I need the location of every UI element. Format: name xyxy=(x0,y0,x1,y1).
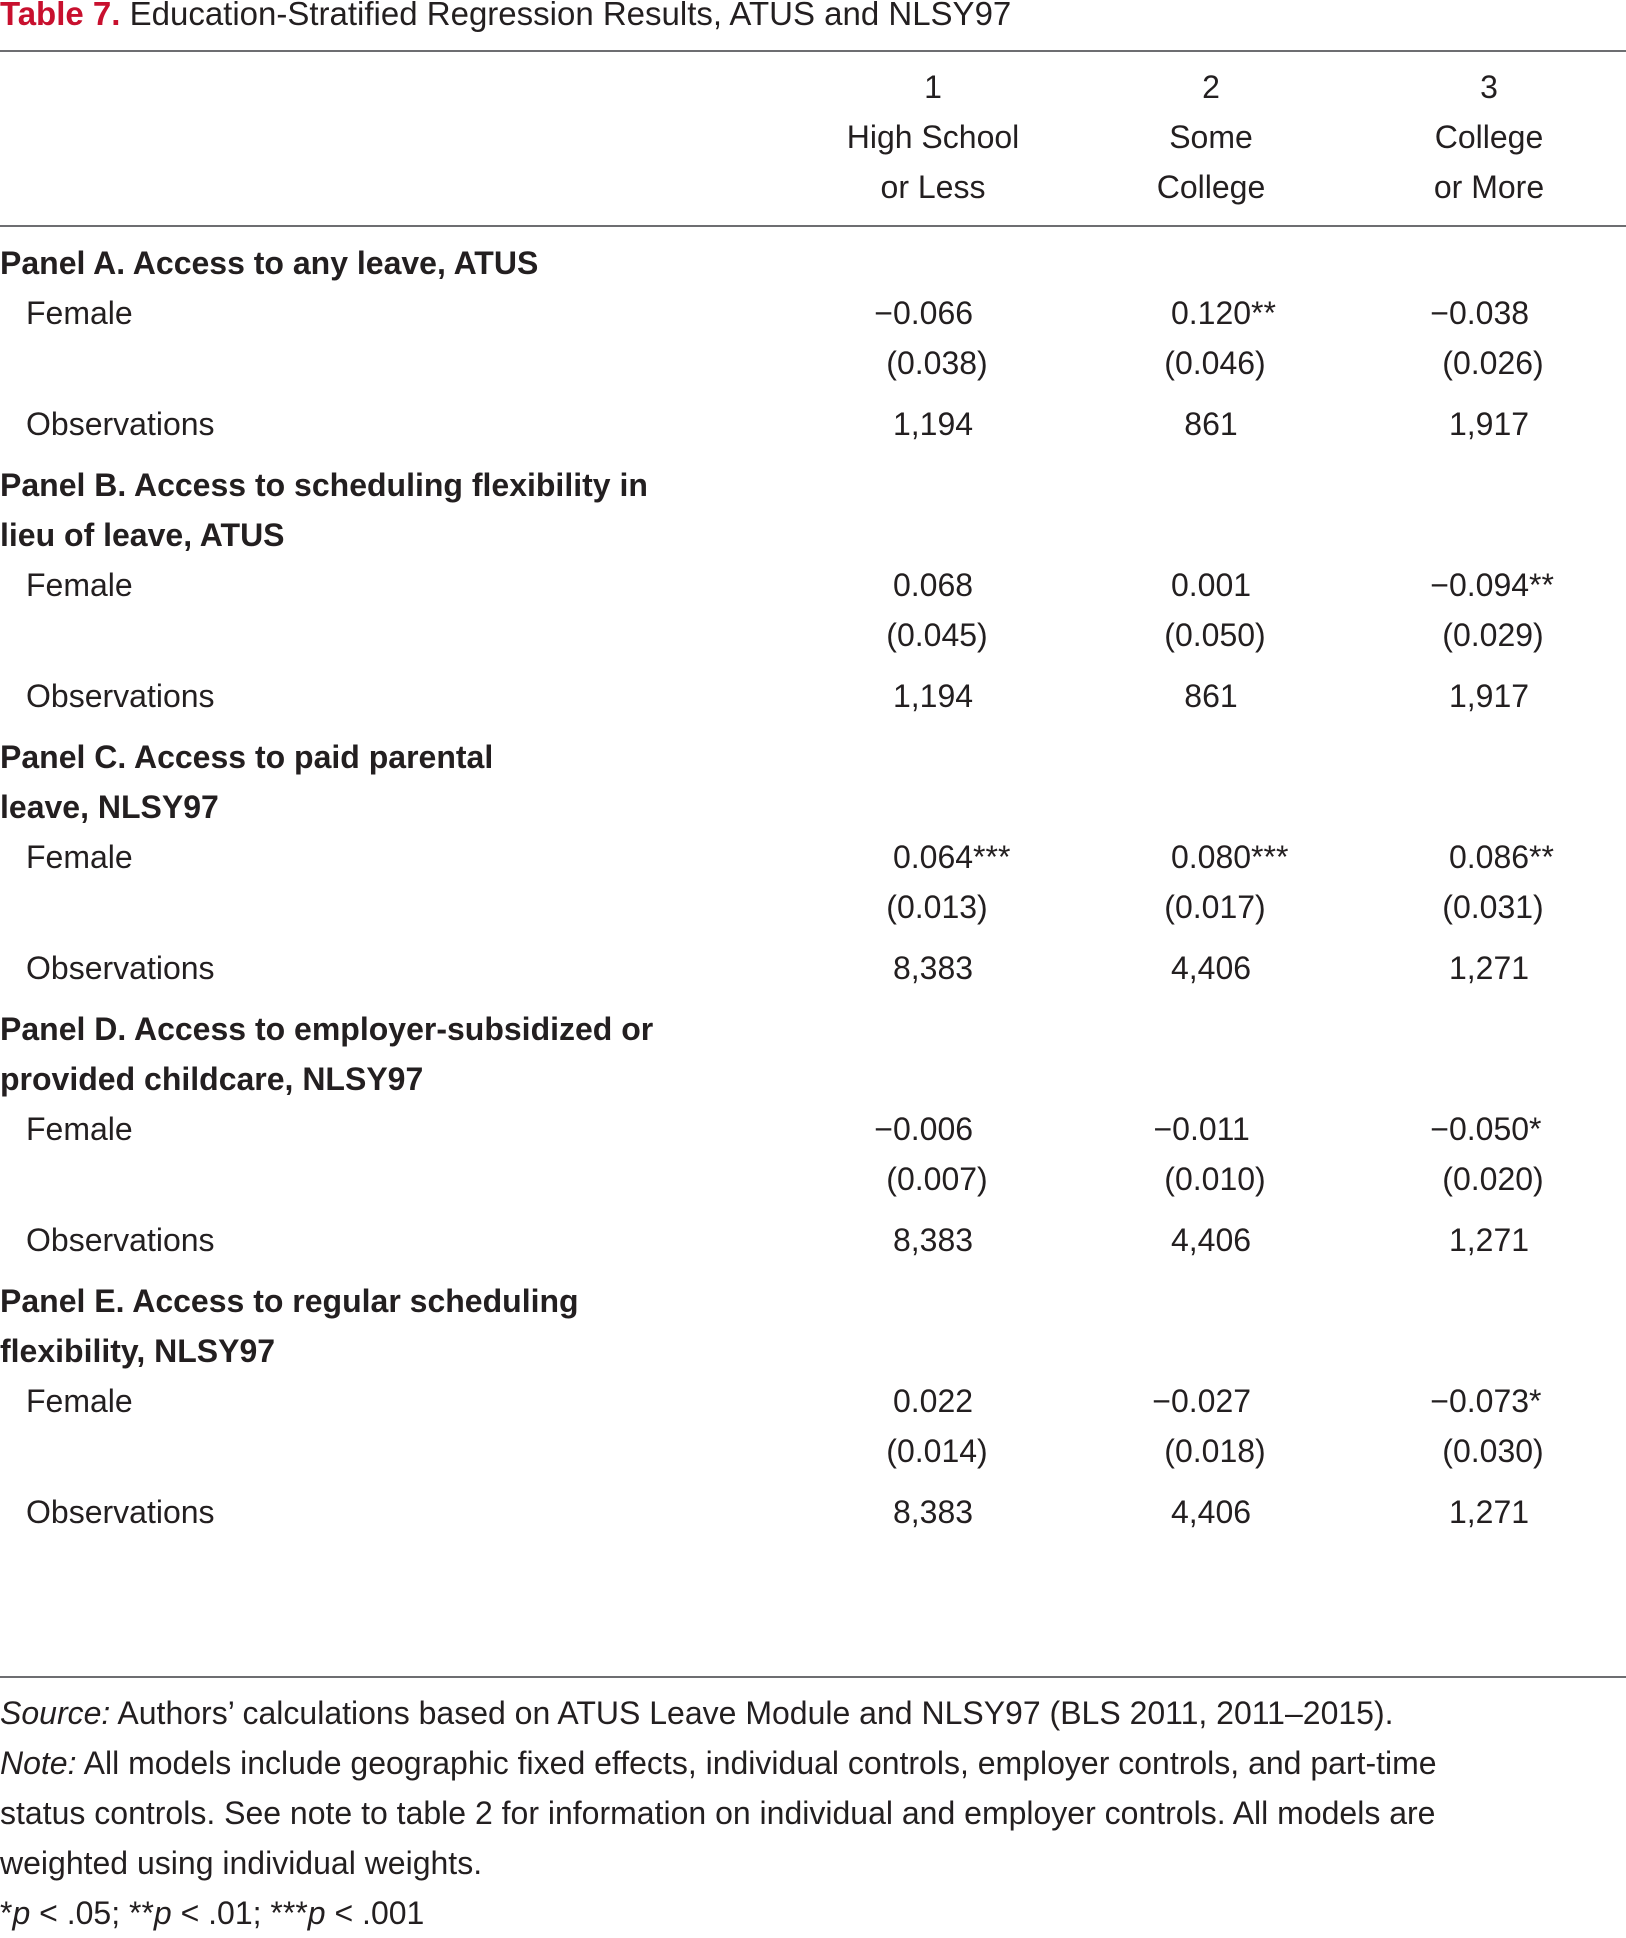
panel-title xyxy=(0,1004,653,1104)
coefficient-cell xyxy=(1339,560,1626,610)
standard-error-cell: (0.013) xyxy=(886,889,988,925)
standard-error-cell: (0.020) xyxy=(1442,1161,1544,1197)
standard-error-cell: (0.026) xyxy=(1442,345,1544,381)
significance-stars: ** xyxy=(1529,567,1554,603)
significance-stars: *** xyxy=(973,839,1011,875)
coefficient-number: 0.027 xyxy=(1170,1383,1252,1419)
coefficient-cell xyxy=(783,832,1083,882)
observations-cell: 8,383 xyxy=(892,950,974,986)
standard-error-cell: (0.030) xyxy=(1442,1433,1544,1469)
observations-cell: 861 xyxy=(1184,406,1238,442)
coefficient-number: 0.086 xyxy=(1448,839,1530,875)
column-label-line2: or More xyxy=(1433,169,1545,205)
row-label-female: Female xyxy=(26,295,133,331)
note-line xyxy=(0,1738,1626,1788)
minus-sign: − xyxy=(874,1111,893,1147)
note-label: Note: xyxy=(0,1745,77,1781)
observations-cell: 1,917 xyxy=(1448,406,1530,442)
standard-error-cell: (0.017) xyxy=(1164,889,1266,925)
coefficient-number: 0.001 xyxy=(1170,567,1252,603)
standard-error-cell: (0.007) xyxy=(886,1161,988,1197)
coefficient-number: 0.080 xyxy=(1170,839,1252,875)
panel-title-line: flexibility, NLSY97 xyxy=(0,1333,276,1369)
table-notes xyxy=(0,1688,1626,1938)
coefficient-value xyxy=(874,1104,974,1154)
coefficient-number: 0.050 xyxy=(1448,1111,1530,1147)
coefficient-number: 0.120 xyxy=(1170,295,1252,331)
observations-cell: 4,406 xyxy=(1170,1494,1252,1530)
row-label-observations: Observations xyxy=(26,678,215,714)
coefficient-number: 0.022 xyxy=(892,1383,974,1419)
row-label-observations: Observations xyxy=(26,406,215,442)
row-label-female: Female xyxy=(26,1111,133,1147)
source-note xyxy=(0,1688,1626,1738)
column-header-1 xyxy=(783,62,1083,212)
column-label-line2: College xyxy=(1156,169,1266,205)
significance-stars: * xyxy=(1529,1111,1542,1147)
panel-title-line: Panel B. Access to scheduling flexibility in xyxy=(0,467,648,503)
table-caption: Education-Stratified Regression Results, ATUS and NLSY97 xyxy=(120,0,1012,32)
column-label-line2: or Less xyxy=(880,169,986,205)
coefficient-cell xyxy=(783,560,1083,610)
standard-error-cell: (0.045) xyxy=(886,617,988,653)
row-label-observations: Observations xyxy=(26,1222,215,1258)
coefficient-number: 0.011 xyxy=(1172,1111,1250,1147)
standard-error-cell: (0.046) xyxy=(1164,345,1266,381)
coefficient-cell xyxy=(783,1376,1083,1426)
source-label: Source: xyxy=(0,1695,111,1731)
coefficient-value xyxy=(1430,288,1530,338)
coefficient-cell xyxy=(783,288,1083,338)
observations-cell: 1,194 xyxy=(892,406,974,442)
row-label-observations: Observations xyxy=(26,1494,215,1530)
note-line: weighted using individual weights. xyxy=(0,1845,483,1881)
minus-sign: − xyxy=(1430,1383,1449,1419)
coefficient-cell xyxy=(1061,560,1361,610)
coefficient-number: 0.068 xyxy=(892,567,974,603)
standard-error-cell: (0.031) xyxy=(1442,889,1544,925)
observations-cell: 1,917 xyxy=(1448,678,1530,714)
top-rule xyxy=(0,50,1626,52)
coefficient-cell xyxy=(1061,288,1361,338)
coefficient-cell xyxy=(1339,288,1626,338)
coefficient-number: 0.006 xyxy=(892,1111,974,1147)
table-title xyxy=(0,0,1011,36)
panel-title-line: Panel C. Access to paid parental xyxy=(0,739,494,775)
coefficient-value xyxy=(1170,288,1276,338)
column-header-3 xyxy=(1339,62,1626,212)
panel-title xyxy=(0,460,648,560)
coefficient-value xyxy=(1152,1376,1252,1426)
coefficient-value xyxy=(1430,1104,1542,1154)
observations-cell: 1,271 xyxy=(1448,1222,1530,1258)
standard-error-cell: (0.018) xyxy=(1164,1433,1266,1469)
panel-title-line: Panel A. Access to any leave, ATUS xyxy=(0,245,539,281)
panel-title xyxy=(0,1276,579,1376)
panel-title-line: provided childcare, NLSY97 xyxy=(0,1061,424,1097)
coefficient-value xyxy=(1171,560,1251,610)
observations-cell: 8,383 xyxy=(892,1494,974,1530)
panel-title xyxy=(0,732,493,832)
coefficient-value xyxy=(892,832,1011,882)
note-line: status controls. See note to table 2 for information on individual and employer controls. All models are xyxy=(0,1795,1436,1831)
coefficient-number: 0.094 xyxy=(1448,567,1530,603)
minus-sign: − xyxy=(1430,1111,1449,1147)
standard-error-cell: (0.038) xyxy=(886,345,988,381)
column-number: 3 xyxy=(1480,69,1498,105)
coefficient-value xyxy=(893,1376,973,1426)
minus-sign: − xyxy=(1152,1383,1171,1419)
column-label-line1: College xyxy=(1434,119,1544,155)
coefficient-cell xyxy=(1061,1104,1361,1154)
standard-error-cell: (0.014) xyxy=(886,1433,988,1469)
observations-cell: 861 xyxy=(1184,678,1238,714)
coefficient-number: 0.064 xyxy=(892,839,974,875)
source-text: Authors’ calculations based on ATUS Leave Module and NLSY97 (BLS 2011, 2011–2015). xyxy=(110,1695,1394,1731)
coefficient-cell xyxy=(1339,1104,1626,1154)
minus-sign: − xyxy=(1430,295,1449,331)
coefficient-cell xyxy=(1339,1376,1626,1426)
row-label-female: Female xyxy=(26,1383,133,1419)
header-rule xyxy=(0,225,1626,227)
panel-title-line: Panel D. Access to employer-subsidized or xyxy=(0,1011,654,1047)
coefficient-value xyxy=(874,288,974,338)
coefficient-number: 0.073 xyxy=(1448,1383,1530,1419)
panel-title-line: leave, NLSY97 xyxy=(0,789,219,825)
coefficient-value xyxy=(893,560,973,610)
minus-sign: − xyxy=(1430,567,1449,603)
coefficient-cell xyxy=(1061,1376,1361,1426)
panel-title-line: Panel E. Access to regular scheduling xyxy=(0,1283,579,1319)
standard-error-cell: (0.029) xyxy=(1442,617,1544,653)
observations-cell: 4,406 xyxy=(1170,1222,1252,1258)
coefficient-number: 0.066 xyxy=(892,295,974,331)
panel-title-line: lieu of leave, ATUS xyxy=(0,517,285,553)
coefficient-value xyxy=(1170,832,1289,882)
row-label-female: Female xyxy=(26,567,133,603)
coefficient-value xyxy=(1448,832,1554,882)
column-number: 1 xyxy=(924,69,942,105)
significance-stars: * xyxy=(1529,1383,1542,1419)
significance-note: *p < .05; **p < .01; ***p < .001 xyxy=(0,1895,425,1931)
coefficient-value xyxy=(1430,560,1554,610)
bottom-rule xyxy=(0,1676,1626,1678)
observations-cell: 1,194 xyxy=(892,678,974,714)
observations-cell: 4,406 xyxy=(1170,950,1252,986)
column-label-line1: High School xyxy=(846,119,1020,155)
row-label-female: Female xyxy=(26,839,133,875)
column-label-line1: Some xyxy=(1169,119,1253,155)
panel-title xyxy=(0,238,538,288)
coefficient-value xyxy=(1430,1376,1542,1426)
row-label-observations: Observations xyxy=(26,950,215,986)
observations-cell: 1,271 xyxy=(1448,1494,1530,1530)
significance-stars: *** xyxy=(1251,839,1289,875)
significance-stars: ** xyxy=(1529,839,1554,875)
note-text: All models include geographic fixed effects, individual controls, employer controls, and part-time xyxy=(76,1745,1437,1781)
standard-error-cell: (0.050) xyxy=(1164,617,1266,653)
standard-error-cell: (0.010) xyxy=(1164,1161,1266,1197)
column-header-2 xyxy=(1061,62,1361,212)
coefficient-value xyxy=(1153,1104,1250,1154)
significance-stars: ** xyxy=(1251,295,1276,331)
observations-cell: 8,383 xyxy=(892,1222,974,1258)
table-number: Table 7. xyxy=(0,0,121,32)
minus-sign: − xyxy=(874,295,893,331)
column-number: 2 xyxy=(1202,69,1220,105)
coefficient-cell xyxy=(1061,832,1361,882)
coefficient-number: 0.038 xyxy=(1448,295,1530,331)
minus-sign: − xyxy=(1153,1111,1173,1147)
coefficient-cell xyxy=(783,1104,1083,1154)
coefficient-cell xyxy=(1339,832,1626,882)
observations-cell: 1,271 xyxy=(1448,950,1530,986)
